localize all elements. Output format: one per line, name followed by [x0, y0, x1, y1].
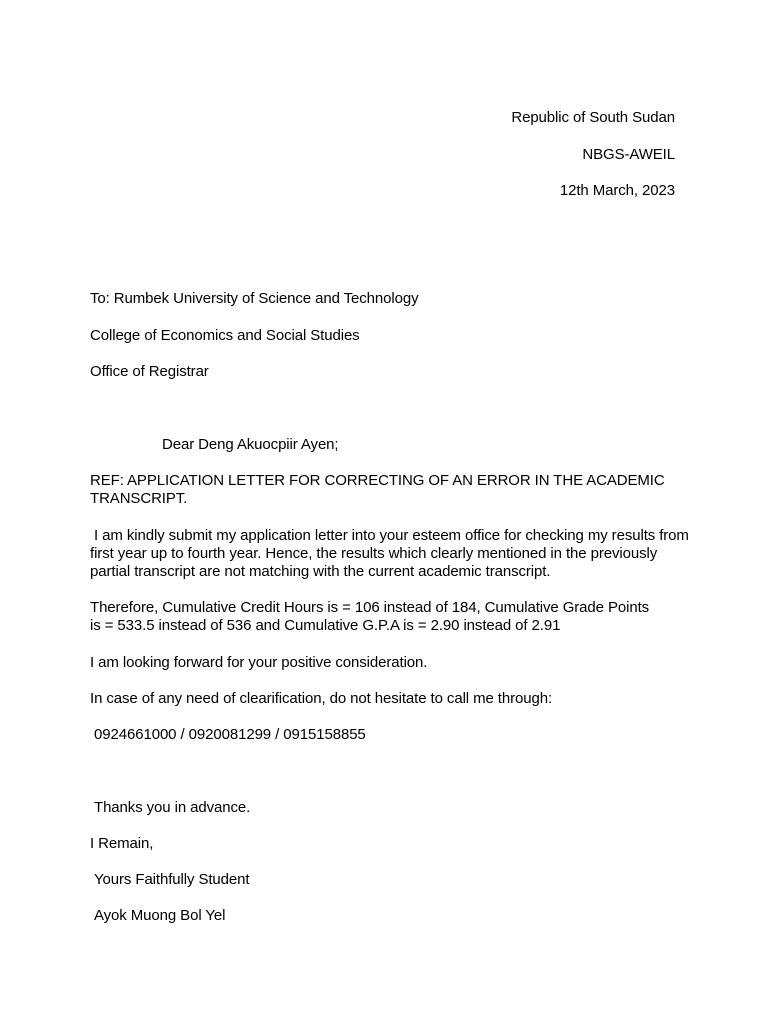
closing-signoff: Yours Faithfully Student: [94, 871, 250, 888]
salutation: Dear Deng Akuocpiir Ayen;: [162, 436, 339, 453]
phone-numbers: 0924661000 / 0920081299 / 0915158855: [94, 726, 366, 743]
body-paragraph-1: I am kindly submit my application letter into your esteem office for checking my results from first year up to fourth year. Hence, the results which clearly mentioned in the previously partial transcript are not matching with the current academic transcript.: [90, 527, 689, 580]
recipient-institution: To: Rumbek University of Science and Technology: [90, 290, 419, 307]
sender-country: Republic of South Sudan: [511, 109, 675, 126]
recipient-office: Office of Registrar: [90, 363, 209, 380]
recipient-college: College of Economics and Social Studies: [90, 327, 360, 344]
closing-remain: I Remain,: [90, 835, 154, 852]
subject-line: REF: APPLICATION LETTER FOR CORRECTING OF AN ERROR IN THE ACADEMIC TRANSCRIPT.: [90, 472, 665, 507]
body-paragraph-4: In case of any need of clearification, do not hesitate to call me through:: [90, 690, 553, 707]
body-paragraph-3: I am looking forward for your positive consideration.: [90, 654, 428, 671]
letter-date: 12th March, 2023: [559, 182, 675, 199]
body-paragraph-2: Therefore, Cumulative Credit Hours is = 106 instead of 184, Cumulative Grade Points is = 533.5 instead of 536 and Cumulative G.P.A is = 2.90 instead of 2.91: [90, 599, 650, 634]
closing-thanks: Thanks you in advance.: [94, 799, 251, 816]
sender-organization: NBGS-AWEIL: [582, 146, 675, 163]
signatory-name: Ayok Muong Bol Yel: [94, 907, 226, 924]
